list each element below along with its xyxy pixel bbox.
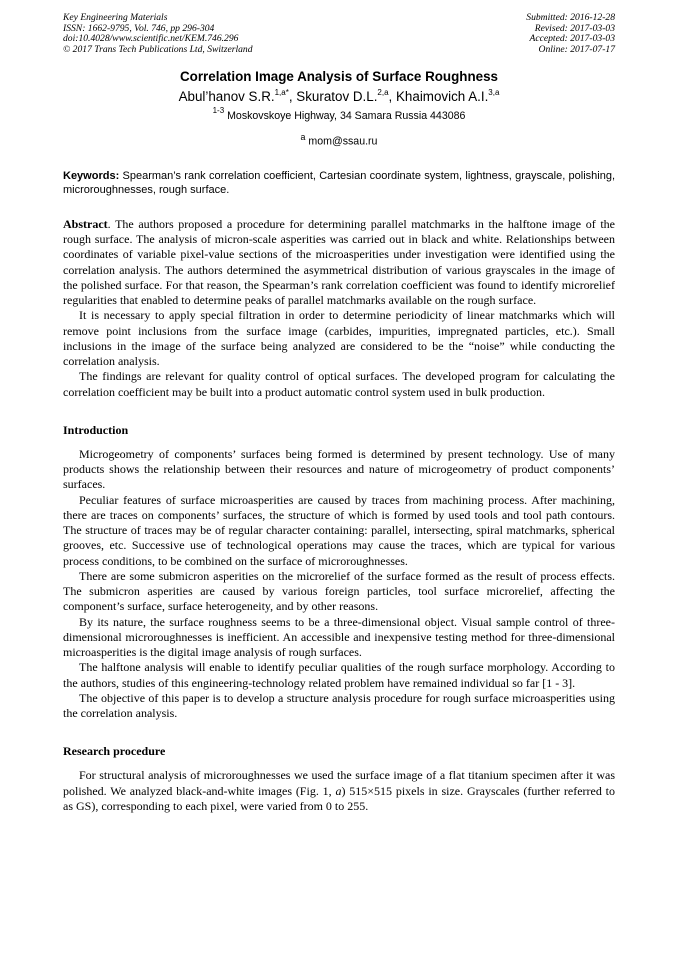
paper-title: Correlation Image Analysis of Surface Roughness (180, 69, 498, 85)
research-procedure-section (63, 768, 615, 814)
accepted-date: Accepted: 2017-03-03 (529, 33, 615, 45)
introduction-paragraph: The halftone analysis will enable to identify peculiar qualities of the rough surface morphology. According to the authors, studies of this engineering-technology related problem have remained individual so far [1 - 3]. (63, 660, 615, 690)
research-paragraph (63, 768, 615, 814)
journal-header (63, 13, 615, 55)
introduction-paragraph: The objective of this paper is to develop a structure analysis procedure for rough surface microasperities using the correlation analysis. (63, 690, 615, 721)
author-separator: , (288, 89, 297, 105)
author-superscript: 3,a (488, 88, 500, 98)
author-superscript: 1,a* (274, 88, 289, 98)
affiliation-superscript: 1-3 (212, 106, 225, 116)
online-date: Online: 2017-07-17 (538, 43, 615, 55)
author-name: Skuratov D.L. (296, 89, 378, 105)
introduction-section (63, 447, 615, 722)
abstract-text: . The authors proposed a procedure for determining parallel matchmarks in the halftone image of the rough surface. The analysis of micron-scale asperities was carried out in black and white. Relationships between coordinates of variable pixel-value sections of the microasperities under investigation were identified using the correlation analysis. The authors determined the asymmetrical distribution of various grayscales in the image of the polished surface. For that reason, the Spearman’s rank correlation coefficient was found to identify microrelief regularities that enabled to determine peaks of parallel matchmarks available on the rough surface. (63, 216, 615, 308)
affiliation-address: Moskovskoye Highway, 34 Samara Russia 443086 (224, 110, 466, 123)
keywords-text: Spearman’s rank correlation coefficient, Cartesian coordinate system, lightness, grayscale, polishing, microroughnesses, rough surface. (63, 169, 615, 196)
author-list (63, 87, 615, 106)
introduction-paragraph: Microgeometry of components’ surfaces being formed is determined by present technology. Use of many products shows the relationship between their resources and nature of microgeometry of product components’ surfaces. (63, 446, 615, 492)
journal-doi: doi:10.4028/www.scientific.net/KEM.746.296 (63, 33, 239, 45)
research-procedure-heading: Research procedure (63, 744, 166, 759)
author-name: Khaimovich A.I. (396, 89, 489, 105)
abstract-paragraph: It is necessary to apply special filtration in order to determine periodicity of linear matchmarks which will remove point inclusions from the surface image (carbides, impurities, impregnated particles, etc.). Small inclusions in the image of the surface being analyzed are considered to be the “noise” while conducting the correlation analysis. (63, 308, 615, 369)
research-text: ) 515×515 pixels in size. Grayscales (further referred to as GS), corresponding to each pixel, were varied from 0 to 255. (63, 783, 615, 813)
abstract-section (63, 217, 615, 400)
author-superscript: 2,a (377, 88, 389, 98)
submitted-date: Submitted: 2016-12-28 (526, 12, 615, 23)
author-name: Abul’hanov S.R. (178, 89, 275, 105)
abstract-paragraph: The findings are relevant for quality control of optical surfaces. The developed program for calculating the correlation coefficient may be built into a product automatic control system used in bulk production. (63, 369, 615, 399)
journal-copyright: © 2017 Trans Tech Publications Ltd, Switzerland (63, 43, 253, 55)
author-separator: , (388, 89, 396, 105)
journal-issn: ISSN: 1662-9795, Vol. 746, pp 296-304 (63, 22, 215, 34)
introduction-paragraph: Peculiar features of surface microasperities are caused by traces from machining process. After machining, there are traces on components’ surfaces, the structure of which is formed by used tools and tool path contours. The structure of traces may be of regular character containing: parallel, intersecting, spiral matchmarks, spherical grooves, etc. Successive use of technological operations may cause the traces, which are typical for various process conditions, to be combined on the surface of microroughnesses. (63, 492, 615, 568)
research-text: For structural analysis of microroughnesses we used the surface image of a flat titanium specimen after it was polished. We analyzed black-and-white images (Fig. 1, (63, 768, 615, 798)
keywords-label: Keywords: (63, 169, 120, 182)
abstract-label: Abstract (63, 216, 108, 231)
introduction-paragraph: There are some submicron asperities on the microrelief of the surface formed as the result of process effects. The submicron asperities are caused by various foreign particles, tool surface microrelief, affecting the component’s surface, surface heterogeneity, and by other reasons. (63, 568, 615, 614)
introduction-paragraph: By its nature, the surface roughness seems to be a three-dimensional object. Visual sample control of three-dimensional microroughnesses is inefficient. An accessible and inexpensive testing method for three-dimensional microasperities is the digital image analysis of rough surfaces. (63, 614, 615, 660)
affiliation (63, 106, 615, 123)
email-superscript: a (300, 132, 306, 143)
email-address: mom@ssau.ru (305, 135, 378, 148)
figure-ref-letter: a (335, 783, 342, 798)
contact-email (63, 131, 615, 149)
introduction-heading: Introduction (63, 422, 129, 437)
abstract-paragraph (63, 217, 615, 309)
keywords (63, 169, 615, 197)
journal-name: Key Engineering Materials (63, 12, 168, 23)
submission-dates (526, 13, 615, 55)
journal-info (63, 13, 253, 55)
revised-date: Revised: 2017-03-03 (534, 22, 615, 34)
